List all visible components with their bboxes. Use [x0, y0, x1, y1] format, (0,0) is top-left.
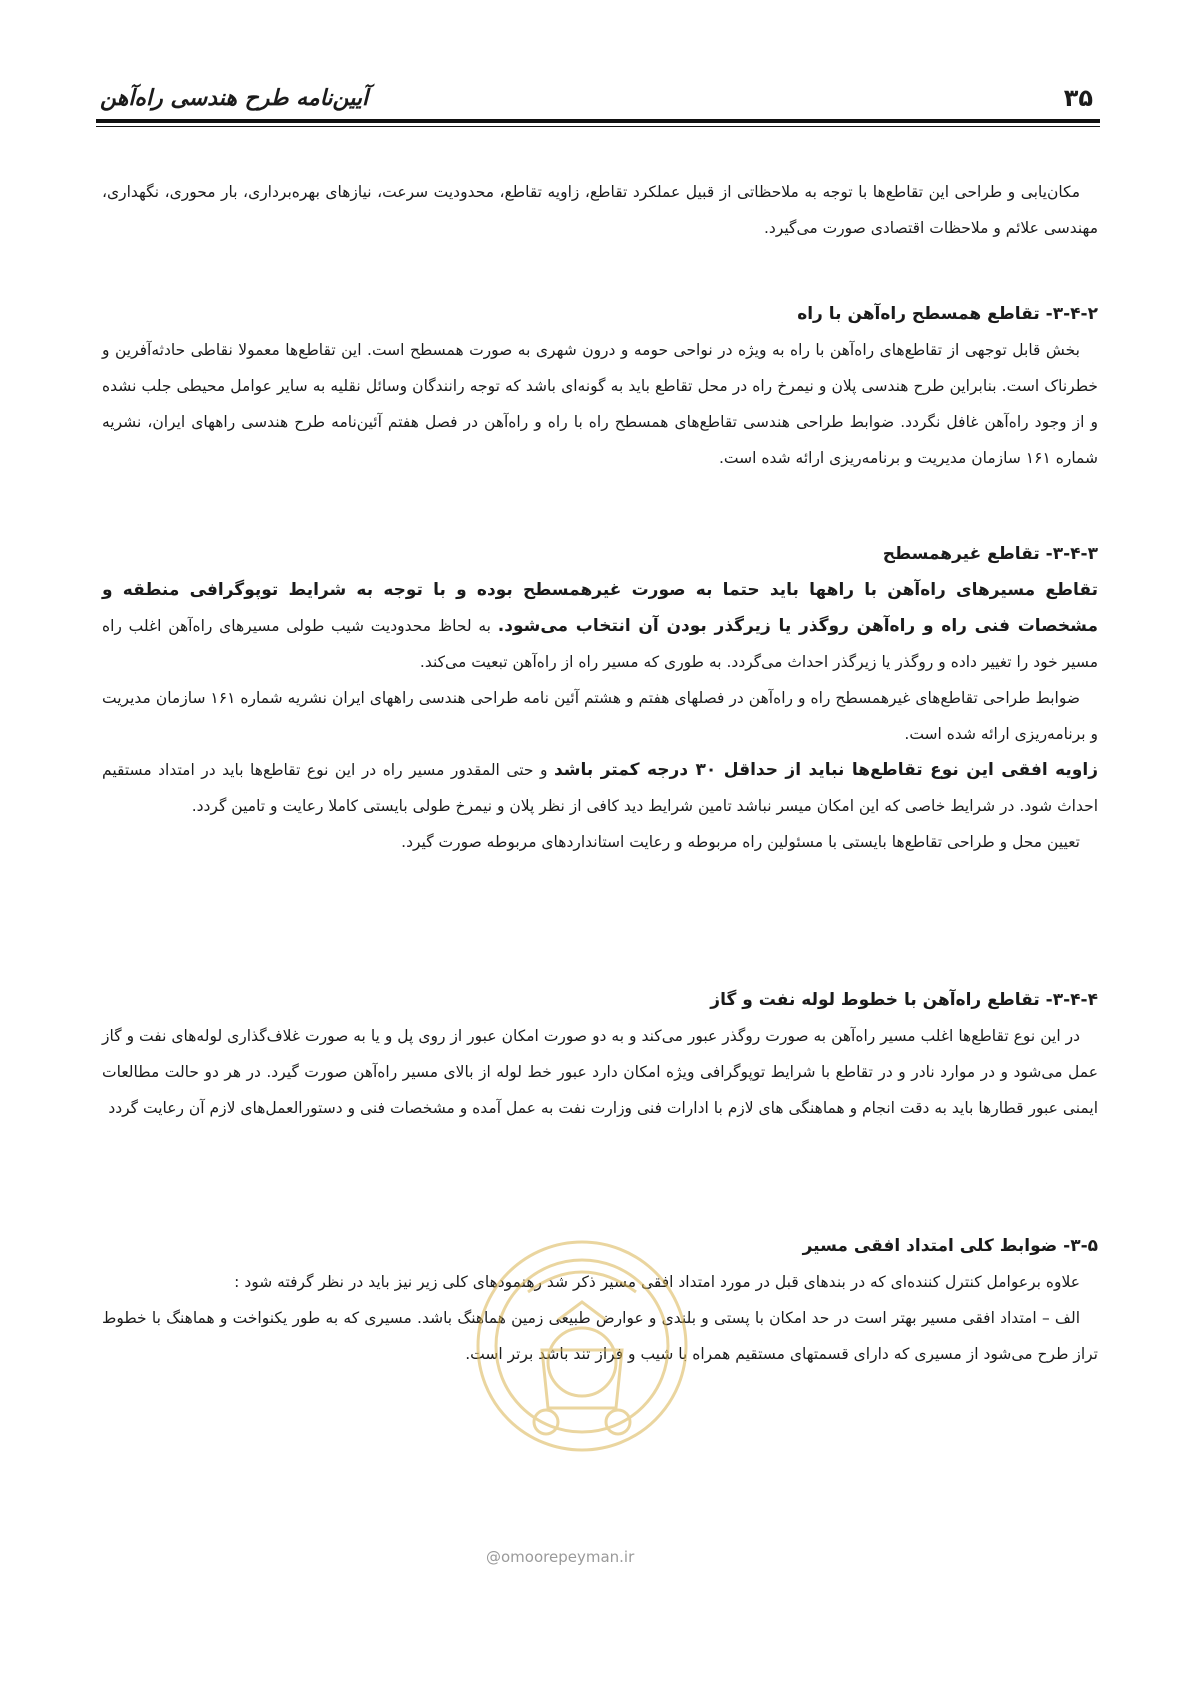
- section-paragraph: تعیین محل و طراحی تقاطع‌ها بایستی با مسئولین راه مربوطه و رعایت استانداردهای مربوطه صورت گیرد.: [401, 833, 1080, 851]
- header-rule-thick: [96, 119, 1100, 123]
- section-heading: ۳-۴-۲- تقاطع همسطح راه‌آهن با راه: [797, 304, 1098, 324]
- section-paragraph: علاوه برعوامل کنترل کننده‌ای که در بندهای قبل در مورد امتداد افقی مسیر ذکر شد رهنمودهای کلی زیر نیز باید در نظر گرفته شود :: [234, 1273, 1080, 1291]
- section-heading: ۳-۵- ضوابط کلی امتداد افقی مسیر: [802, 1236, 1098, 1256]
- regular-text: و حتی المقدور مسیر راه در این نوع تقاطع‌ها باید در امتداد مستقیم احداث شود. در شرایط خاصی که این امکان میسر نباشد تامین شرایط دید کافی از نظر پلان و نیمرخ طولی بایستی کاملا رعایت و تامین گردد.: [102, 761, 1098, 815]
- section-paragraph: بخش قابل توجهی از تقاطع‌های راه‌آهن با راه به ویژه در نواحی حومه و درون شهری به صورت همسطح است. این تقاطع‌ها معمولا نقاطی حادثه‌آفرین و خطرناک است. بنابراین طرح هندسی پلان و نیمرخ راه در محل تقاطع باید به گونه‌ای باشد که توجه رانندگان وسائل نقلیه به سایر عوامل محیطی جلب نشده و از وجود راه‌آهن غافل نگردد. ضوابط طراحی هندسی تقاطع‌های همسطح راه با راه و راه‌آهن در فصل هفتم آئین‌نامه طرح هندسی راههای ایران، نشریه شماره ۱۶۱ سازمان مدیریت و برنامه‌ریزی ارائه شده است.: [102, 341, 1098, 467]
- section-paragraph: [102, 572, 1098, 680]
- section-paragraph: ضوابط طراحی تقاطع‌های غیرهمسطح راه و راه‌آهن در فصلهای هفتم و هشتم آئین نامه طراحی هندسی راههای ایران نشریه شماره ۱۶۱ سازمان مدیریت و برنامه‌ریزی ارائه شده است.: [102, 689, 1098, 743]
- header-rule-thin: [96, 126, 1100, 127]
- section-3-4-4: [102, 982, 1098, 1126]
- section-heading: ۳-۴-۴- تقاطع راه‌آهن با خطوط لوله نفت و گاز: [710, 990, 1098, 1010]
- section-paragraph: الف – امتداد افقی مسیر بهتر است در حد امکان با پستی و بلندی و عوارض طبیعی زمین هماهنگ باشد. مسیری که به طور یکنواخت و هماهنگ با خطوط تراز طرح می‌شود از مسیری که دارای قسمتهای مستقیم همراه با شیب و فراز تند باشد برتر است.: [102, 1309, 1098, 1363]
- intro-paragraph-block: [102, 174, 1098, 246]
- section-paragraph: [102, 752, 1098, 824]
- watermark-text: @omoorepeyman.ir: [486, 1548, 635, 1566]
- intro-paragraph: مکان‌یابی و طراحی این تقاطع‌ها با توجه به ملاحظاتی از قبیل عملکرد تقاطع، زاویه تقاطع، محدودیت سرعت، نیازهای بهره‌برداری، بار محوری، نگهداری، مهندسی علائم و ملاحظات اقتصادی صورت می‌گیرد.: [102, 183, 1098, 237]
- regular-text: به لحاظ محدودیت شیب طولی مسیرهای راه‌آهن اغلب راه مسیر خود را تغییر داده و روگذر یا زیرگذر احداث می‌گردد. به طوری که مسیر راه از راه‌آهن تبعیت می‌کند.: [102, 617, 1098, 671]
- section-3-4-2: [102, 296, 1098, 476]
- page-number: ۳۵: [1063, 84, 1093, 112]
- bold-text: تقاطع مسیرهای راه‌آهن با راهها باید حتما به صورت غیرهمسطح بوده و با توجه به شرایط توپوگرافی منطقه و مشخصات فنی راه و راه‌آهن روگذر یا زیرگذر بودن آن انتخاب می‌شود.: [102, 580, 1099, 636]
- section-heading: ۳-۴-۳- تقاطع غیرهمسطح: [882, 544, 1098, 564]
- bold-text: زاویه افقی این نوع تقاطع‌ها نباید از حداقل ۳۰ درجه کمتر باشد: [553, 760, 1098, 780]
- section-3-4-3: [102, 536, 1098, 860]
- section-paragraph: در این نوع تقاطع‌ها اغلب مسیر راه‌آهن به صورت روگذر عبور می‌کند و به دو صورت امکان عبور از روی پل و یا به صورت غلاف‌گذاری لوله‌های نفت و گاز عمل می‌شود و در موارد نادر و در تقاطع با شرایط توپوگرافی ویژه امکان دارد عبور خط لوله از بالای مسیر راه‌آهن صورت گیرد. در هر دو حالت مطالعات ایمنی عبور قطارها باید به دقت انجام و هماهنگی های لازم با ادارات فنی وزارت نفت به عمل آمده و مشخصات فنی و دستورالعمل‌های لازم آن رعایت گردد: [102, 1027, 1098, 1117]
- watermark-seal-icon: [468, 1232, 696, 1460]
- running-header-title: آیین‌نامه طرح هندسی راه‌آهن: [100, 86, 369, 111]
